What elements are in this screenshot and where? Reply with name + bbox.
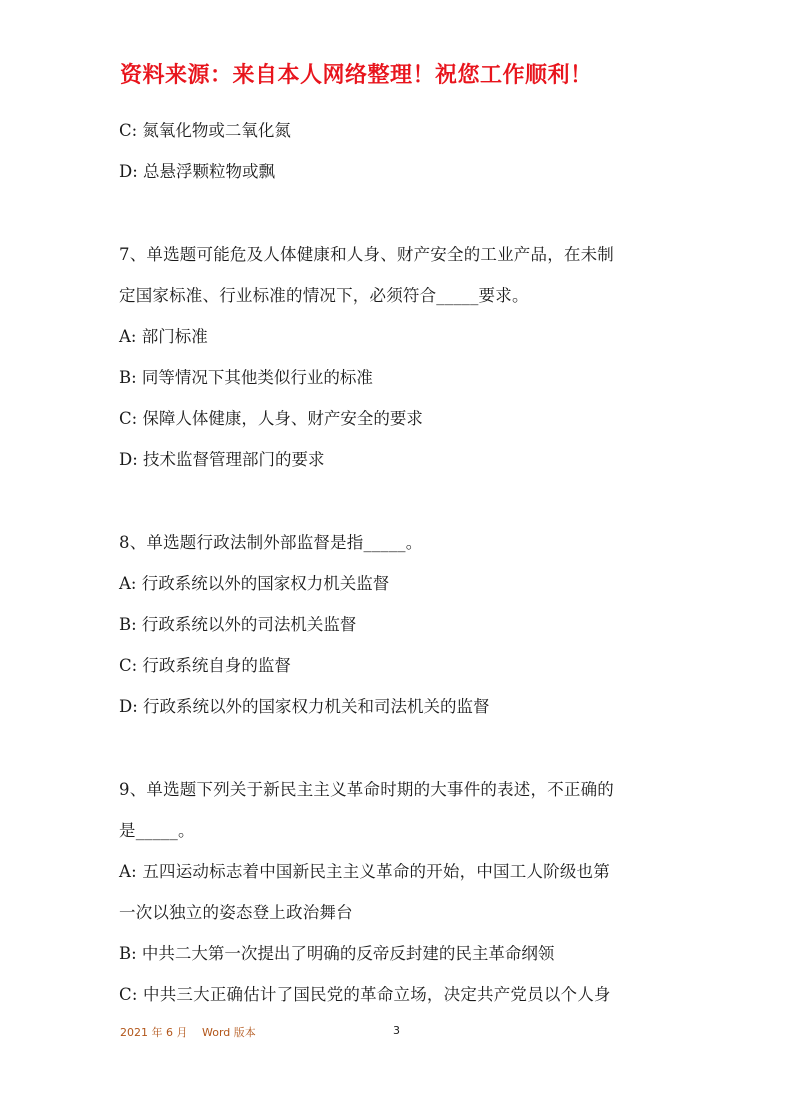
question-7-option-b: B: 同等情况下其他类似行业的标准 xyxy=(119,368,373,387)
question-8-option-b: B: 行政系统以外的司法机关监督 xyxy=(119,615,357,634)
option-c: C: 氮氧化物或二氧化氮 xyxy=(119,121,291,140)
question-8-option-d: D: 行政系统以外的国家权力机关和司法机关的监督 xyxy=(119,697,490,716)
question-9-text: 是_____。 xyxy=(119,821,195,840)
question-9-option-a-cont: 一次以独立的姿态登上政治舞台 xyxy=(119,903,353,922)
question-7-option-d: D: 技术监督管理部门的要求 xyxy=(119,450,325,469)
source-banner: 资料来源：来自本人网络整理！祝您工作顺利！ xyxy=(120,63,593,88)
question-9-option-a: A: 五四运动标志着中国新民主主义革命的开始，中国工人阶级也第 xyxy=(119,862,610,881)
question-7-option-a: A: 部门标准 xyxy=(119,327,208,346)
question-7-text: 定国家标准、行业标准的情况下，必须符合_____要求。 xyxy=(119,286,529,305)
question-9-option-b: B: 中共二大第一次提出了明确的反帝反封建的民主革命纲领 xyxy=(119,944,555,963)
question-8-text: 8、单选题行政法制外部监督是指_____。 xyxy=(119,533,423,552)
footer-version: 2021 年 6 月 Word 版本 xyxy=(120,1026,256,1039)
page-number: 3 xyxy=(393,1024,400,1037)
question-9-text: 9、单选题下列关于新民主主义革命时期的大事件的表述，不正确的 xyxy=(119,780,614,799)
question-7-text: 7、单选题可能危及人体健康和人身、财产安全的工业产品，在未制 xyxy=(119,245,614,264)
question-7-option-c: C: 保障人体健康，人身、财产安全的要求 xyxy=(119,409,423,428)
question-9-option-c: C: 中共三大正确估计了国民党的革命立场，决定共产党员以个人身 xyxy=(119,985,611,1004)
question-8-option-c: C: 行政系统自身的监督 xyxy=(119,656,291,675)
option-d: D: 总悬浮颗粒物或飘 xyxy=(119,162,276,181)
question-8-option-a: A: 行政系统以外的国家权力机关监督 xyxy=(119,574,390,593)
document-body xyxy=(119,110,679,1015)
